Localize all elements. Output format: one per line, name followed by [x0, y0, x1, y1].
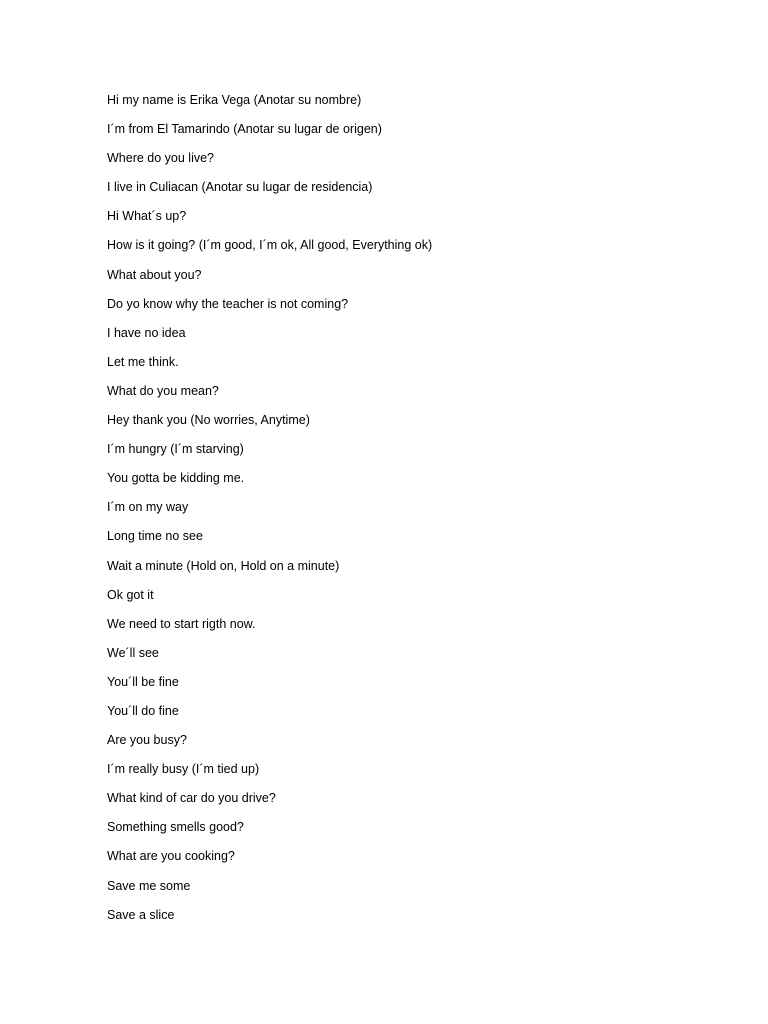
phrase-line: Something smells good?: [107, 820, 244, 835]
phrase-line: Hey thank you (No worries, Anytime): [107, 413, 310, 428]
phrase-line: You´ll be fine: [107, 674, 179, 689]
phrase-line: I have no idea: [107, 325, 186, 340]
phrase-line: I live in Culiacan (Anotar su lugar de residencia): [107, 180, 373, 195]
phrase-line: We need to start rigth now.: [107, 616, 256, 631]
phrase-line: I´m hungry (I´m starving): [107, 442, 244, 457]
phrase-line: Where do you live?: [107, 151, 215, 166]
phrase-line: What kind of car do you drive?: [107, 791, 276, 806]
phrase-line: You gotta be kidding me.: [107, 471, 245, 486]
phrase-line: Long time no see: [107, 529, 203, 544]
phrase-line: I´m really busy (I´m tied up): [107, 762, 260, 777]
phrase-line: I´m from El Tamarindo (Anotar su lugar de origen): [107, 122, 382, 137]
phrase-line: What are you cooking?: [107, 849, 235, 864]
phrase-line: Let me think.: [107, 354, 179, 369]
phrase-line: We´ll see: [107, 645, 159, 660]
phrase-line: Hi What´s up?: [107, 209, 187, 224]
phrase-line: Are you busy?: [107, 733, 187, 748]
phrase-line: Ok got it: [107, 587, 154, 602]
phrase-line: Do yo know why the teacher is not coming?: [107, 296, 349, 311]
phrase-line: Wait a minute (Hold on, Hold on a minute): [107, 558, 340, 573]
phrase-list: [107, 91, 432, 935]
phrase-line: I´m on my way: [107, 500, 189, 515]
phrase-line: Hi my name is Erika Vega (Anotar su nombre): [107, 93, 362, 107]
phrase-line: How is it going? (I´m good, I´m ok, All good, Everything ok): [107, 238, 433, 253]
phrase-line: What do you mean?: [107, 383, 219, 398]
phrase-line: Save me some: [107, 878, 191, 893]
phrase-line: What about you?: [107, 267, 202, 282]
phrase-line: Save a slice: [107, 907, 175, 922]
phrase-line: You´ll do fine: [107, 703, 179, 718]
